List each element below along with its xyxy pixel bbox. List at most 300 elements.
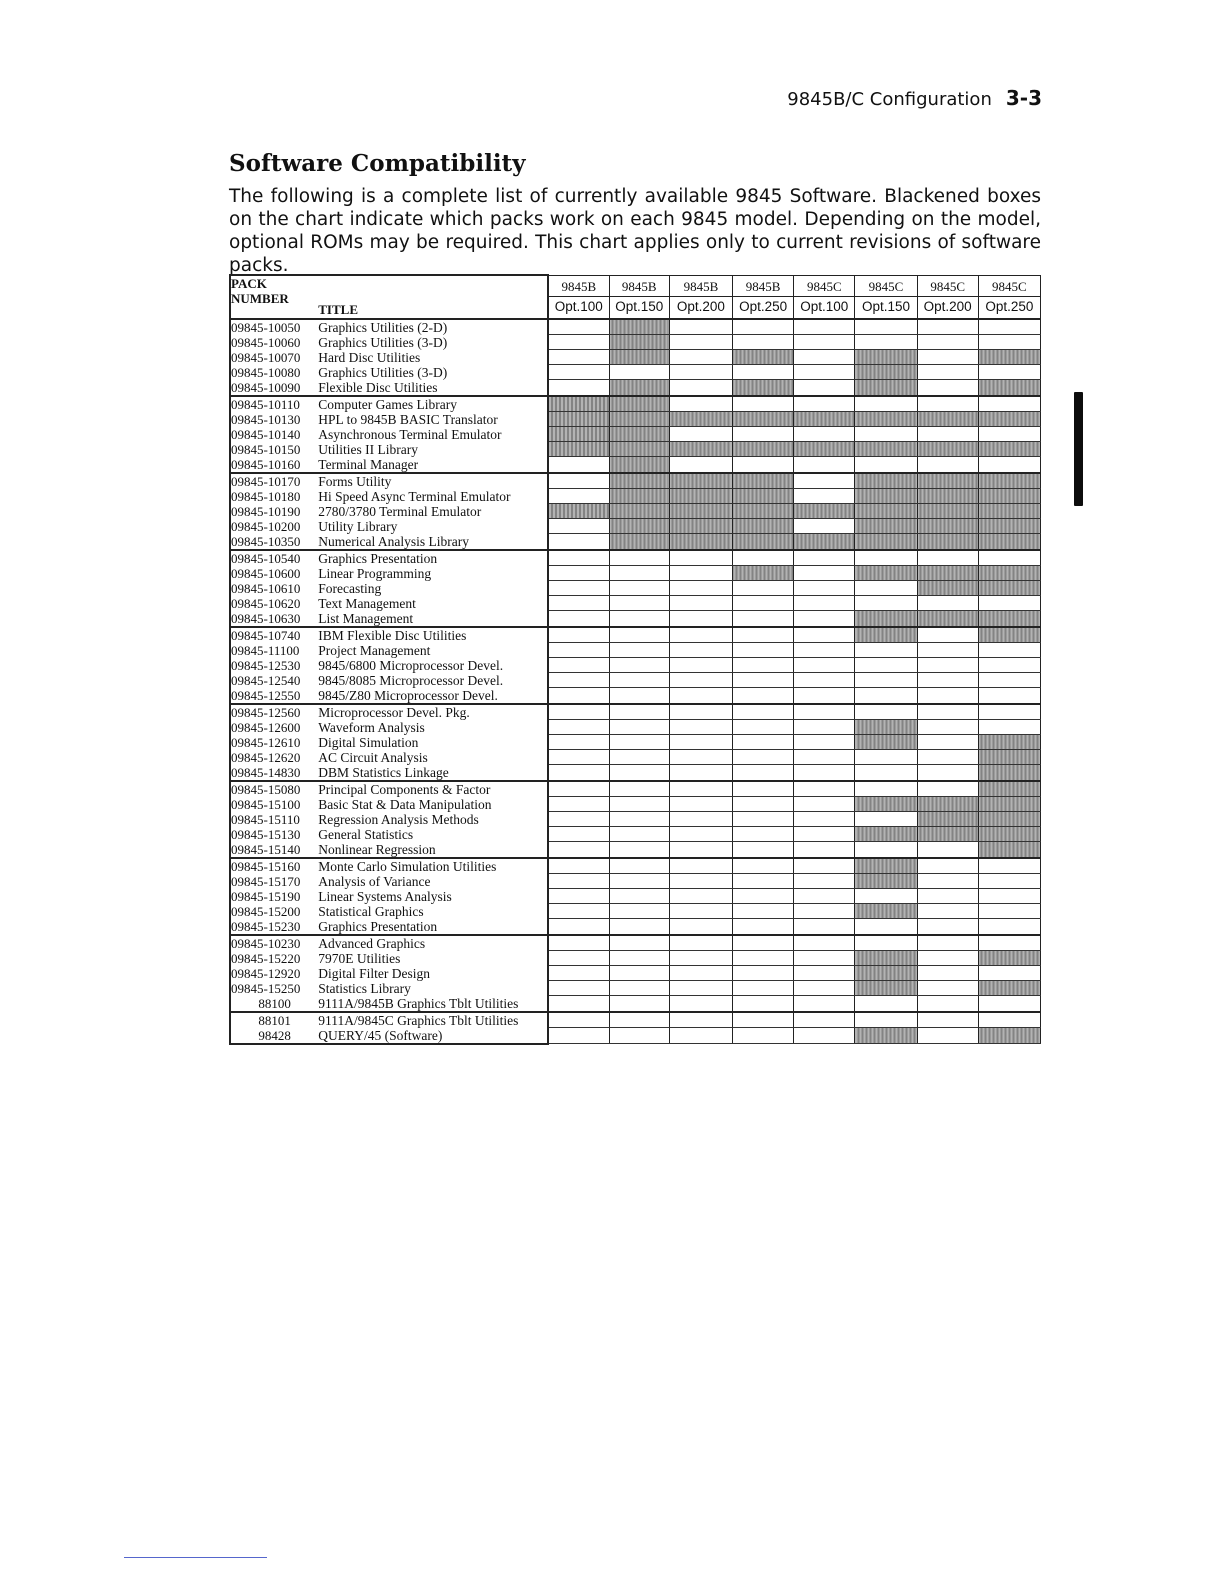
- compat-cell-empty: [609, 889, 669, 904]
- compat-cell-empty: [855, 335, 917, 350]
- column-option: Opt.100: [549, 296, 609, 316]
- pack-title: 9845/Z80 Microprocessor Devel.: [318, 688, 548, 704]
- compat-cell-filled: [669, 489, 732, 504]
- compat-cell-empty: [669, 396, 732, 412]
- running-header: [787, 86, 1042, 110]
- pack-number: 09845-10170: [230, 473, 318, 489]
- compat-cell-empty: [733, 611, 794, 627]
- pack-title: Digital Filter Design: [318, 966, 548, 981]
- compat-cell-empty: [548, 720, 609, 735]
- compat-cell-filled: [733, 442, 794, 457]
- pack-number: 09845-10230: [230, 935, 318, 951]
- compat-cell-empty: [609, 919, 669, 935]
- pack-title: Principal Components & Factor: [318, 781, 548, 797]
- compat-cell-empty: [855, 396, 917, 412]
- compat-cell-empty: [794, 981, 855, 996]
- compat-cell-empty: [855, 457, 917, 473]
- compat-cell-filled: [855, 904, 917, 919]
- compat-cell-empty: [548, 457, 609, 473]
- compat-cell-filled: [978, 1028, 1040, 1044]
- compat-cell-empty: [548, 380, 609, 396]
- column-option: Opt.200: [918, 296, 978, 316]
- compat-cell-empty: [978, 335, 1040, 350]
- table-row: [230, 765, 1041, 781]
- pack-number: 09845-11100: [230, 643, 318, 658]
- compat-cell-empty: [669, 319, 732, 335]
- table-row: [230, 704, 1041, 720]
- compat-cell-empty: [669, 981, 732, 996]
- column-model: 9845B: [745, 279, 781, 294]
- pack-title: Text Management: [318, 596, 548, 611]
- compat-cell-empty: [978, 720, 1040, 735]
- compat-cell-filled: [917, 489, 978, 504]
- compat-cell-empty: [917, 704, 978, 720]
- compat-cell-filled: [733, 473, 794, 489]
- table-row: [230, 489, 1041, 504]
- compat-cell-filled: [609, 457, 669, 473]
- compat-cell-filled: [978, 473, 1040, 489]
- pack-title: General Statistics: [318, 827, 548, 842]
- compat-cell-empty: [794, 919, 855, 935]
- compat-cell-empty: [609, 581, 669, 596]
- compat-cell-empty: [917, 858, 978, 874]
- table-header-row: [230, 275, 1041, 319]
- compat-cell-empty: [794, 750, 855, 765]
- compat-cell-empty: [978, 457, 1040, 473]
- compat-cell-empty: [978, 643, 1040, 658]
- pack-number: 09845-15250: [230, 981, 318, 996]
- compat-cell-filled: [978, 489, 1040, 504]
- compat-cell-filled: [978, 627, 1040, 643]
- compat-cell-empty: [609, 643, 669, 658]
- compat-cell-filled: [669, 534, 732, 550]
- pack-title: Basic Stat & Data Manipulation: [318, 797, 548, 812]
- compatibility-table: [229, 274, 1041, 1045]
- pack-title: Hard Disc Utilities: [318, 350, 548, 365]
- compat-cell-filled: [609, 442, 669, 457]
- pack-title: QUERY/45 (Software): [318, 1028, 548, 1044]
- compat-cell-empty: [548, 581, 609, 596]
- pack-header-line1: PACK: [231, 276, 267, 291]
- compat-cell-empty: [669, 427, 732, 442]
- compat-cell-empty: [794, 858, 855, 874]
- compat-cell-empty: [794, 673, 855, 688]
- compat-cell-empty: [978, 935, 1040, 951]
- compat-cell-filled: [855, 874, 917, 889]
- compat-cell-empty: [855, 581, 917, 596]
- pack-title: Linear Systems Analysis: [318, 889, 548, 904]
- compat-cell-empty: [548, 365, 609, 380]
- compat-cell-empty: [548, 688, 609, 704]
- pack-title: Project Management: [318, 643, 548, 658]
- compat-cell-empty: [917, 673, 978, 688]
- compat-cell-filled: [855, 858, 917, 874]
- compat-cell-empty: [794, 827, 855, 842]
- compat-cell-filled: [733, 504, 794, 519]
- pack-number: 09845-15100: [230, 797, 318, 812]
- compat-cell-empty: [855, 996, 917, 1012]
- compat-cell-empty: [794, 781, 855, 797]
- column-model: 9845C: [868, 279, 904, 294]
- pack-title: Statistical Graphics: [318, 904, 548, 919]
- compat-cell-empty: [609, 596, 669, 611]
- compat-cell-empty: [669, 750, 732, 765]
- compat-cell-empty: [609, 735, 669, 750]
- compat-cell-empty: [794, 996, 855, 1012]
- compat-cell-empty: [669, 858, 732, 874]
- compat-cell-empty: [733, 335, 794, 350]
- compat-cell-empty: [855, 1012, 917, 1028]
- compat-cell-empty: [548, 566, 609, 581]
- compat-cell-empty: [609, 673, 669, 688]
- compat-cell-empty: [548, 827, 609, 842]
- compat-cell-filled: [978, 797, 1040, 812]
- compat-cell-filled: [548, 442, 609, 457]
- compat-cell-empty: [733, 643, 794, 658]
- compat-cell-filled: [917, 827, 978, 842]
- table-row: [230, 319, 1041, 335]
- column-option: Opt.150: [855, 296, 916, 316]
- pack-number: 09845-15130: [230, 827, 318, 842]
- compat-cell-filled: [978, 350, 1040, 365]
- compat-cell-empty: [609, 704, 669, 720]
- pack-title: Microprocessor Devel. Pkg.: [318, 704, 548, 720]
- compat-cell-filled: [548, 396, 609, 412]
- compat-cell-empty: [548, 966, 609, 981]
- compat-cell-empty: [917, 643, 978, 658]
- column-header: [917, 275, 978, 319]
- compat-cell-empty: [733, 750, 794, 765]
- compat-cell-filled: [978, 534, 1040, 550]
- pack-number: 09845-10610: [230, 581, 318, 596]
- table-row: [230, 504, 1041, 519]
- compat-cell-empty: [669, 797, 732, 812]
- compat-cell-empty: [794, 627, 855, 643]
- compat-cell-empty: [917, 596, 978, 611]
- compat-cell-empty: [733, 996, 794, 1012]
- table-row: [230, 412, 1041, 427]
- compat-cell-empty: [733, 550, 794, 566]
- compat-cell-filled: [978, 750, 1040, 765]
- compat-cell-filled: [609, 534, 669, 550]
- pack-number: 09845-10050: [230, 319, 318, 335]
- compat-cell-empty: [548, 1012, 609, 1028]
- compat-cell-empty: [548, 534, 609, 550]
- pack-number: 09845-10180: [230, 489, 318, 504]
- column-option: Opt.250: [979, 296, 1040, 316]
- column-option: Opt.200: [670, 296, 732, 316]
- pack-title: Statistics Library: [318, 981, 548, 996]
- pack-number: 09845-12560: [230, 704, 318, 720]
- compat-cell-filled: [855, 735, 917, 750]
- compat-cell-empty: [917, 842, 978, 858]
- compat-cell-empty: [794, 1028, 855, 1044]
- compat-cell-empty: [917, 951, 978, 966]
- compat-cell-empty: [669, 951, 732, 966]
- compat-cell-empty: [917, 658, 978, 673]
- compat-cell-filled: [978, 566, 1040, 581]
- pack-number: 09845-10200: [230, 519, 318, 534]
- compat-cell-empty: [669, 611, 732, 627]
- compat-cell-empty: [917, 874, 978, 889]
- compat-cell-empty: [548, 519, 609, 534]
- compat-cell-filled: [669, 473, 732, 489]
- compat-cell-empty: [917, 427, 978, 442]
- running-title: 9845B/C Configuration: [787, 89, 992, 110]
- pack-title: Flexible Disc Utilities: [318, 380, 548, 396]
- compatibility-table-container: [229, 274, 1041, 1045]
- compat-cell-filled: [978, 519, 1040, 534]
- compat-cell-empty: [609, 812, 669, 827]
- compat-cell-filled: [855, 566, 917, 581]
- table-row: [230, 473, 1041, 489]
- compat-cell-empty: [609, 688, 669, 704]
- compat-cell-empty: [978, 966, 1040, 981]
- compat-cell-empty: [548, 781, 609, 797]
- compat-cell-empty: [855, 750, 917, 765]
- compat-cell-empty: [548, 951, 609, 966]
- pack-title: Graphics Utilities (3-D): [318, 365, 548, 380]
- pack-title: Digital Simulation: [318, 735, 548, 750]
- pack-title: Graphics Presentation: [318, 919, 548, 935]
- compat-cell-empty: [609, 750, 669, 765]
- compat-cell-filled: [609, 350, 669, 365]
- compat-cell-empty: [609, 904, 669, 919]
- compat-cell-empty: [609, 874, 669, 889]
- compat-cell-empty: [733, 596, 794, 611]
- compat-cell-empty: [978, 919, 1040, 935]
- compat-cell-filled: [794, 412, 855, 427]
- page-number: 3-3: [1005, 86, 1042, 110]
- compat-cell-filled: [978, 981, 1040, 996]
- table-row: [230, 335, 1041, 350]
- compat-cell-empty: [733, 781, 794, 797]
- compat-cell-filled: [917, 412, 978, 427]
- pack-number: 09845-12550: [230, 688, 318, 704]
- table-row: [230, 673, 1041, 688]
- compat-cell-empty: [733, 858, 794, 874]
- compat-cell-empty: [669, 627, 732, 643]
- pack-number: 09845-15170: [230, 874, 318, 889]
- compat-cell-empty: [794, 596, 855, 611]
- compat-cell-empty: [548, 765, 609, 781]
- table-row: [230, 396, 1041, 412]
- compat-cell-empty: [978, 319, 1040, 335]
- compat-cell-filled: [855, 720, 917, 735]
- compat-cell-empty: [609, 966, 669, 981]
- compat-cell-filled: [855, 951, 917, 966]
- compat-cell-empty: [917, 904, 978, 919]
- compat-cell-empty: [855, 427, 917, 442]
- compat-cell-empty: [978, 889, 1040, 904]
- pack-number: 09845-10150: [230, 442, 318, 457]
- compat-cell-filled: [733, 519, 794, 534]
- compat-cell-filled: [855, 627, 917, 643]
- compat-cell-filled: [548, 427, 609, 442]
- compat-cell-filled: [978, 812, 1040, 827]
- table-row: [230, 658, 1041, 673]
- compat-cell-empty: [855, 658, 917, 673]
- compat-cell-empty: [609, 550, 669, 566]
- compat-cell-empty: [917, 919, 978, 935]
- compat-cell-empty: [978, 704, 1040, 720]
- compat-cell-filled: [733, 412, 794, 427]
- compat-cell-empty: [669, 812, 732, 827]
- compat-cell-filled: [855, 966, 917, 981]
- table-row: [230, 935, 1041, 951]
- compat-cell-empty: [669, 350, 732, 365]
- compat-cell-empty: [855, 842, 917, 858]
- compat-cell-filled: [978, 412, 1040, 427]
- compat-cell-empty: [733, 827, 794, 842]
- compat-cell-empty: [733, 889, 794, 904]
- pack-title: Forecasting: [318, 581, 548, 596]
- compat-cell-empty: [794, 658, 855, 673]
- compat-cell-filled: [794, 504, 855, 519]
- pack-number: 09845-12540: [230, 673, 318, 688]
- pack-number: 09845-10350: [230, 534, 318, 550]
- column-model: 9845B: [621, 279, 657, 294]
- pack-title: IBM Flexible Disc Utilities: [318, 627, 548, 643]
- compat-cell-empty: [794, 473, 855, 489]
- compat-cell-empty: [917, 750, 978, 765]
- compat-cell-empty: [609, 858, 669, 874]
- table-row: [230, 951, 1041, 966]
- compat-cell-empty: [794, 951, 855, 966]
- compat-cell-empty: [669, 673, 732, 688]
- pack-number: 09845-15160: [230, 858, 318, 874]
- compat-cell-empty: [609, 627, 669, 643]
- compat-cell-empty: [669, 566, 732, 581]
- compat-cell-empty: [794, 566, 855, 581]
- pack-title: 9845/8085 Microprocessor Devel.: [318, 673, 548, 688]
- compat-cell-filled: [978, 581, 1040, 596]
- compat-cell-empty: [669, 919, 732, 935]
- compat-cell-filled: [548, 412, 609, 427]
- column-header: [733, 275, 794, 319]
- column-header: [855, 275, 917, 319]
- compat-cell-empty: [917, 720, 978, 735]
- pack-number: 88101: [230, 1012, 318, 1028]
- compat-cell-empty: [548, 473, 609, 489]
- compat-cell-filled: [855, 534, 917, 550]
- table-row: [230, 365, 1041, 380]
- pack-title: List Management: [318, 611, 548, 627]
- compat-cell-filled: [978, 765, 1040, 781]
- compat-cell-empty: [609, 720, 669, 735]
- compat-cell-empty: [609, 827, 669, 842]
- column-model: 9845C: [806, 279, 842, 294]
- compat-cell-empty: [794, 350, 855, 365]
- compat-cell-empty: [733, 658, 794, 673]
- compat-cell-empty: [733, 1012, 794, 1028]
- compat-cell-filled: [855, 519, 917, 534]
- compat-cell-empty: [548, 996, 609, 1012]
- compat-cell-filled: [733, 350, 794, 365]
- compat-cell-empty: [855, 643, 917, 658]
- compat-cell-empty: [917, 335, 978, 350]
- compat-cell-filled: [978, 504, 1040, 519]
- compat-cell-empty: [548, 919, 609, 935]
- compat-cell-empty: [733, 627, 794, 643]
- compat-cell-empty: [917, 981, 978, 996]
- pack-title: Graphics Utilities (2-D): [318, 319, 548, 335]
- compat-cell-filled: [978, 735, 1040, 750]
- compat-cell-empty: [855, 319, 917, 335]
- compat-cell-empty: [609, 765, 669, 781]
- compat-cell-empty: [917, 365, 978, 380]
- compat-cell-empty: [978, 550, 1040, 566]
- compat-cell-empty: [733, 396, 794, 412]
- compat-cell-empty: [609, 1028, 669, 1044]
- compat-cell-empty: [669, 581, 732, 596]
- compat-cell-empty: [548, 935, 609, 951]
- table-row: [230, 904, 1041, 919]
- table-row: [230, 735, 1041, 750]
- compat-cell-empty: [917, 350, 978, 365]
- pack-number: 09845-10600: [230, 566, 318, 581]
- pack-title: Numerical Analysis Library: [318, 534, 548, 550]
- compat-cell-empty: [978, 396, 1040, 412]
- compat-cell-empty: [733, 966, 794, 981]
- compat-cell-empty: [794, 904, 855, 919]
- pack-title: 2780/3780 Terminal Emulator: [318, 504, 548, 519]
- compat-cell-empty: [733, 688, 794, 704]
- pack-number: 09845-15140: [230, 842, 318, 858]
- compat-cell-filled: [609, 427, 669, 442]
- column-header: [794, 275, 855, 319]
- compat-cell-empty: [733, 951, 794, 966]
- table-row: [230, 966, 1041, 981]
- compat-cell-empty: [669, 457, 732, 473]
- compat-cell-empty: [609, 981, 669, 996]
- compat-cell-empty: [669, 643, 732, 658]
- pack-number: 09845-10190: [230, 504, 318, 519]
- pack-number: 09845-10620: [230, 596, 318, 611]
- compat-cell-empty: [669, 380, 732, 396]
- compat-cell-empty: [917, 380, 978, 396]
- table-row: [230, 611, 1041, 627]
- pack-title: Waveform Analysis: [318, 720, 548, 735]
- compat-cell-empty: [669, 966, 732, 981]
- compat-cell-filled: [855, 504, 917, 519]
- compat-cell-empty: [669, 765, 732, 781]
- compat-cell-empty: [669, 781, 732, 797]
- pack-number: 09845-10070: [230, 350, 318, 365]
- compat-cell-filled: [733, 380, 794, 396]
- column-header: [669, 275, 732, 319]
- pack-title: Linear Programming: [318, 566, 548, 581]
- compat-cell-empty: [794, 365, 855, 380]
- compat-cell-empty: [794, 519, 855, 534]
- compat-cell-empty: [794, 704, 855, 720]
- compat-cell-empty: [794, 457, 855, 473]
- intro-paragraph: The following is a complete list of currently available 9845 Software. Blackened boxes on the chart indicate which packs work on each 9845 model. Depending on the model, optional ROMs may be required. This chart applies only to current revisions of software packs.: [229, 186, 1041, 276]
- table-row: [230, 581, 1041, 596]
- compat-cell-empty: [548, 842, 609, 858]
- compat-cell-empty: [794, 720, 855, 735]
- compat-cell-empty: [794, 842, 855, 858]
- pack-title: 9111A/9845C Graphics Tblt Utilities: [318, 1012, 548, 1028]
- pack-number: 09845-10080: [230, 365, 318, 380]
- compat-cell-filled: [794, 442, 855, 457]
- compat-cell-empty: [733, 581, 794, 596]
- pack-title: Analysis of Variance: [318, 874, 548, 889]
- compat-cell-empty: [669, 1012, 732, 1028]
- table-row: [230, 781, 1041, 797]
- compat-cell-filled: [917, 519, 978, 534]
- pack-number: 09845-14830: [230, 765, 318, 781]
